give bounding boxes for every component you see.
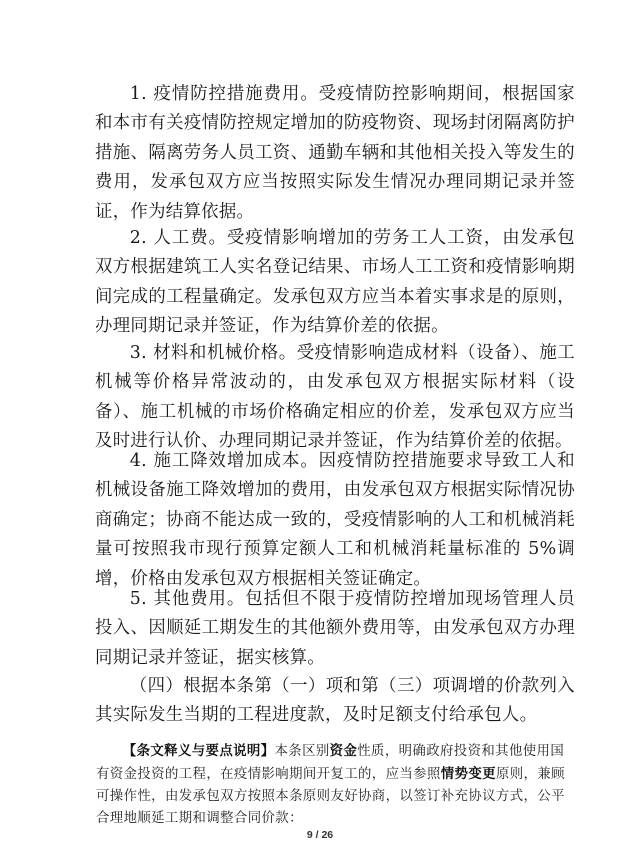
- paragraph-item-four: （四）根据本条第（一）项和第（三）项调增的价款列入其实际发生当期的工程进度款，及时足额支付给承包人。: [95, 676, 575, 726]
- note-bold-change-of-circumstances: 情势变更: [440, 766, 496, 782]
- paragraph-other-costs: 5. 其他费用。包括但不限于疫情防控增加现场管理人员投入、因顺延工期发生的其他额外费用等，由发承包双方办理同期记录并签证，据实核算。: [95, 589, 575, 668]
- explanation-note: [96, 740, 570, 830]
- note-text-3: 原则，兼顾可操作性，由发承包双方按照本条原则友好协商，以签订补充协议方式，公平合理地顺延工期和调整合同价款：: [96, 767, 565, 826]
- note-bold-funds: 资金: [329, 743, 358, 759]
- note-text-1: 本条区别: [274, 744, 330, 759]
- note-text-2: 性质，明确政府投资和其他使用国有资金投资的工程，在疫情影响期间开复工的，应当参照: [96, 744, 565, 782]
- paragraph-epidemic-control-costs: 1. 疫情防控措施费用。受疫情防控影响期间，根据国家和本市有关疫情防控规定增加的防疫物资、现场封闭隔离防护措施、隔离劳务人员工资、通勤车辆和其他相关投入等发生的费用，发承包双方应当按照实际发生情况办理同期记录并签证，作为结算依据。: [95, 84, 575, 222]
- page-number: 9 / 26: [306, 829, 334, 841]
- paragraph-material-machinery-prices: 3. 材料和机械价格。受疫情影响造成材料（设备）、施工机械等价格异常波动的，由发承包双方根据实际材料（设备）、施工机械的市场价格确定相应的价差，发承包双方应当及时进行认价、办理同期记录并签证，作为结算价差的依据。: [95, 343, 575, 452]
- paragraph-labor-costs: 2. 人工费。受疫情影响增加的劳务工人工资，由发承包双方根据建筑工人实名登记结果、市场人工工资和疫情影响期间完成的工程量确定。发承包双方应当本着实事求是的原则，办理同期记录并签证，作为结算价差的依据。: [95, 228, 575, 337]
- note-heading: 【条文释义与要点说明】: [122, 743, 275, 759]
- paragraph-efficiency-loss-costs: 4. 施工降效增加成本。因疫情防控措施要求导致工人和机械设备施工降效增加的费用，由发承包双方根据实际情况协商确定；协商不能达成一致的，受疫情影响的人工和机械消耗量可按照我市现行预算定额人工和机械消耗量标准的 5%调增，价格由发承包双方根据相关签证确定。: [95, 451, 575, 589]
